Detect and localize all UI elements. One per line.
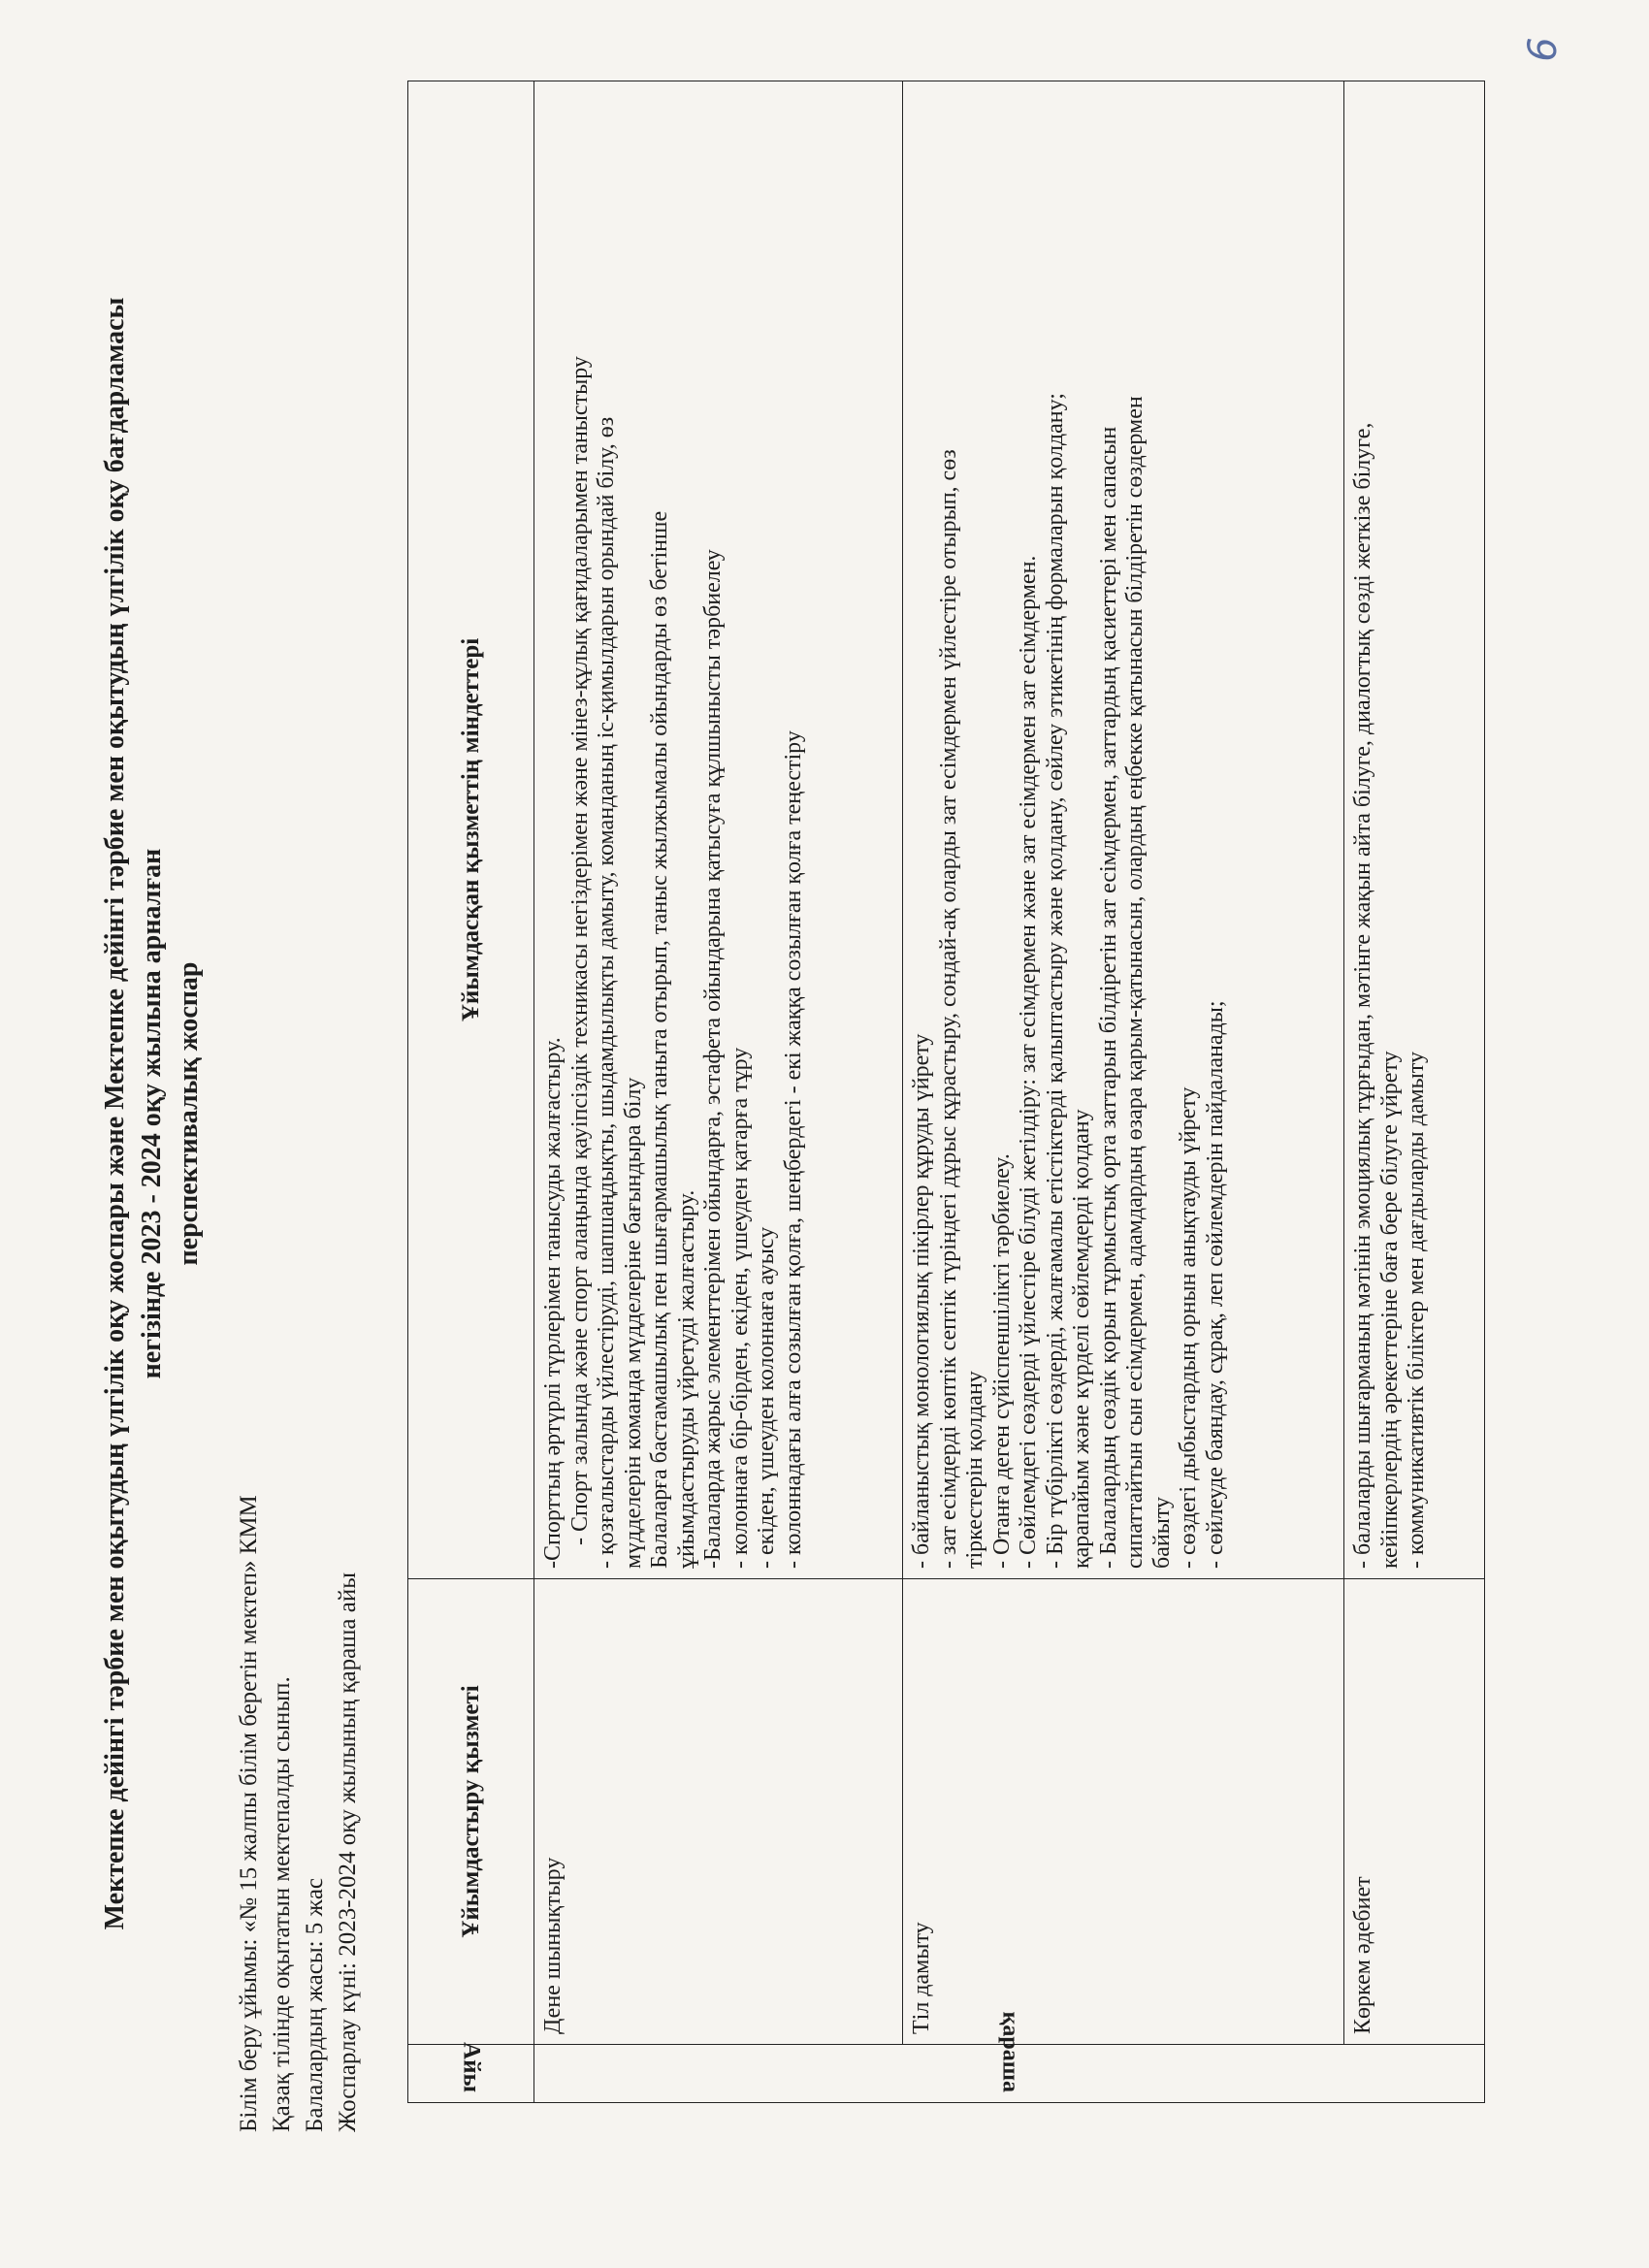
task-line: ұйымдастыруды үйретуді жалғастыру. bbox=[673, 1189, 699, 1569]
table-row bbox=[534, 81, 903, 2103]
task-line: мүдделерін команда мүдделеріне бағындыра білу bbox=[620, 1077, 646, 1569]
task-line: - сөздегі дыбыстардың орнын анықтауды үйрету bbox=[1176, 1086, 1201, 1569]
activity-cell: Көркем әдебиет bbox=[1344, 1579, 1485, 2045]
activity-cell: Дене шынықтыру bbox=[534, 1579, 903, 2045]
task-line: - коммуникативтік біліктер мен дағдыларды дамыту bbox=[1404, 1052, 1429, 1569]
task-line: - Отанға деген сүйіспеншілікті тәрбиелеу. bbox=[988, 1153, 1015, 1569]
task-line: -Спорттың әртүрлі түрлерімен танысуды жалғастыру. bbox=[540, 1037, 566, 1569]
header-tasks: Ұйымдасқан қызметтің міндеттері bbox=[408, 81, 534, 1579]
task-line: тіркестерін қолдану bbox=[962, 1371, 987, 1569]
page-number: 9 bbox=[1517, 37, 1563, 62]
month-cell: қараша bbox=[534, 2045, 1485, 2103]
title-line: негізінде 2023 - 2024 оқу жылына арналған bbox=[137, 848, 167, 1379]
tasks-cell bbox=[903, 81, 1344, 1579]
meta-organization: Білім беру ұйымы: «№ 15 жалпы білім беретін мектеп» КММ bbox=[236, 1495, 262, 2132]
table-row bbox=[1344, 81, 1485, 2103]
activity-cell: Тіл дамыту bbox=[903, 1579, 1344, 2045]
header-month: Айы bbox=[408, 2045, 534, 2103]
meta-class: Қазақ тілінде оқытатын мектепалды сынып. bbox=[269, 1676, 295, 2132]
task-line: - Балалардың сөздік қорын тұрмыстық орта заттарын білдіретін зат есімдермен, заттардың қасиеттері мен сапасын bbox=[1095, 426, 1121, 1569]
task-line: сипаттайтын сын есімдермен, адамдардың өзара қарым-қатынасын, олардың еңбекке қатынасын білдіретін сөздермен bbox=[1122, 396, 1148, 1569]
task-line: - зат есімдерді көптік септік түріндегі дұрыс құрастыру, сондай-ақ оларды зат есімдермен үйлестіре отырып, сөз bbox=[935, 449, 961, 1569]
title-line: перспективалық жоспар bbox=[174, 961, 204, 1266]
meta-age: Балалардың жасы: 5 жас bbox=[302, 1877, 328, 2132]
task-line: байыту bbox=[1148, 1496, 1175, 1569]
task-line: - байланыстық монологиялық пікірлер құруды үйрету bbox=[909, 1033, 934, 1569]
document-title bbox=[97, 173, 208, 2055]
document-meta bbox=[233, 1495, 365, 2132]
task-list bbox=[540, 91, 807, 1569]
task-line: - Бір түбірлікті сөздерді, жалғамалы етістіктерді қалыптастыру және қолдану, сөйлеу этикетінің формаларын қолдану; bbox=[1042, 393, 1068, 1569]
task-line: - екіден, үшеуден колоннаға ауысу bbox=[754, 1226, 779, 1569]
task-line: - колоннадағы алға созылған қолға, шеңбердегі - екі жаққа созылған қолға теңестіру bbox=[780, 730, 806, 1569]
task-line: -Балаларда жарыс элементтерімен ойындарға, эстафета ойындарына қатысуға құлшынысты тәрбиелеу bbox=[700, 549, 726, 1569]
task-line: кейіпкерлердің әрекеттеріне баға бере білуге үйрету bbox=[1376, 1051, 1403, 1569]
task-list bbox=[909, 91, 1229, 1569]
meta-date: Жоспарлау күні: 2023-2024 оқу жылының қараша айы bbox=[335, 1571, 361, 2132]
tasks-cell bbox=[1344, 81, 1485, 1579]
plan-table bbox=[407, 81, 1485, 2103]
table-header-row bbox=[408, 81, 534, 2103]
task-line: - балаларды шығарманың мәтінін эмоциялық тұрғыдан, мәтінге жақын айта білуге, диалогтық сөзді жеткізе білуге, bbox=[1350, 422, 1375, 1569]
table-row bbox=[903, 81, 1344, 2103]
task-line: Балаларға бастамашылық пен шығармашылық таныта отырып, таныс жылжымалы ойындарды өз бетінше bbox=[647, 510, 672, 1569]
task-line: - колоннаға бір-бірден, екіден, үшеуден қатарға тұру bbox=[727, 1047, 753, 1569]
task-line: - сөйлеуде баяндау, сұрақ, леп сөйлемдерін пайдаланады; bbox=[1202, 1000, 1228, 1569]
task-line: - Спорт залында және спорт алаңында қауіпсіздік техникасы негіздерімен және мінез-құлық қағидаларымен таныстыру bbox=[566, 356, 593, 1569]
task-list bbox=[1350, 91, 1431, 1569]
header-activity: Ұйымдастыру қызметі bbox=[408, 1579, 534, 2045]
task-line: - қозғалыстарды үйлестіруді, шапшаңдықты, шыдамдылықты дамыту, команданың іс-қимылдарын орындай білу, өз bbox=[594, 416, 619, 1569]
title-line: Мектепке дейінгі тәрбие мен оқытудың үлгілік оқу жоспары және Мектепке дейінгі тәрбие мен оқытудың үлгілік оқу бағдарламасы bbox=[100, 297, 130, 1930]
task-line: қарапайым және күрделі сөйлемдерді қолдану bbox=[1069, 1109, 1094, 1569]
task-line: - Сөйлемдегі сөздерді үйлестіре білуді жетілдіру: зат есімдермен және зат есімдермен зат есімдермен. bbox=[1016, 555, 1041, 1569]
tasks-cell bbox=[534, 81, 903, 1579]
